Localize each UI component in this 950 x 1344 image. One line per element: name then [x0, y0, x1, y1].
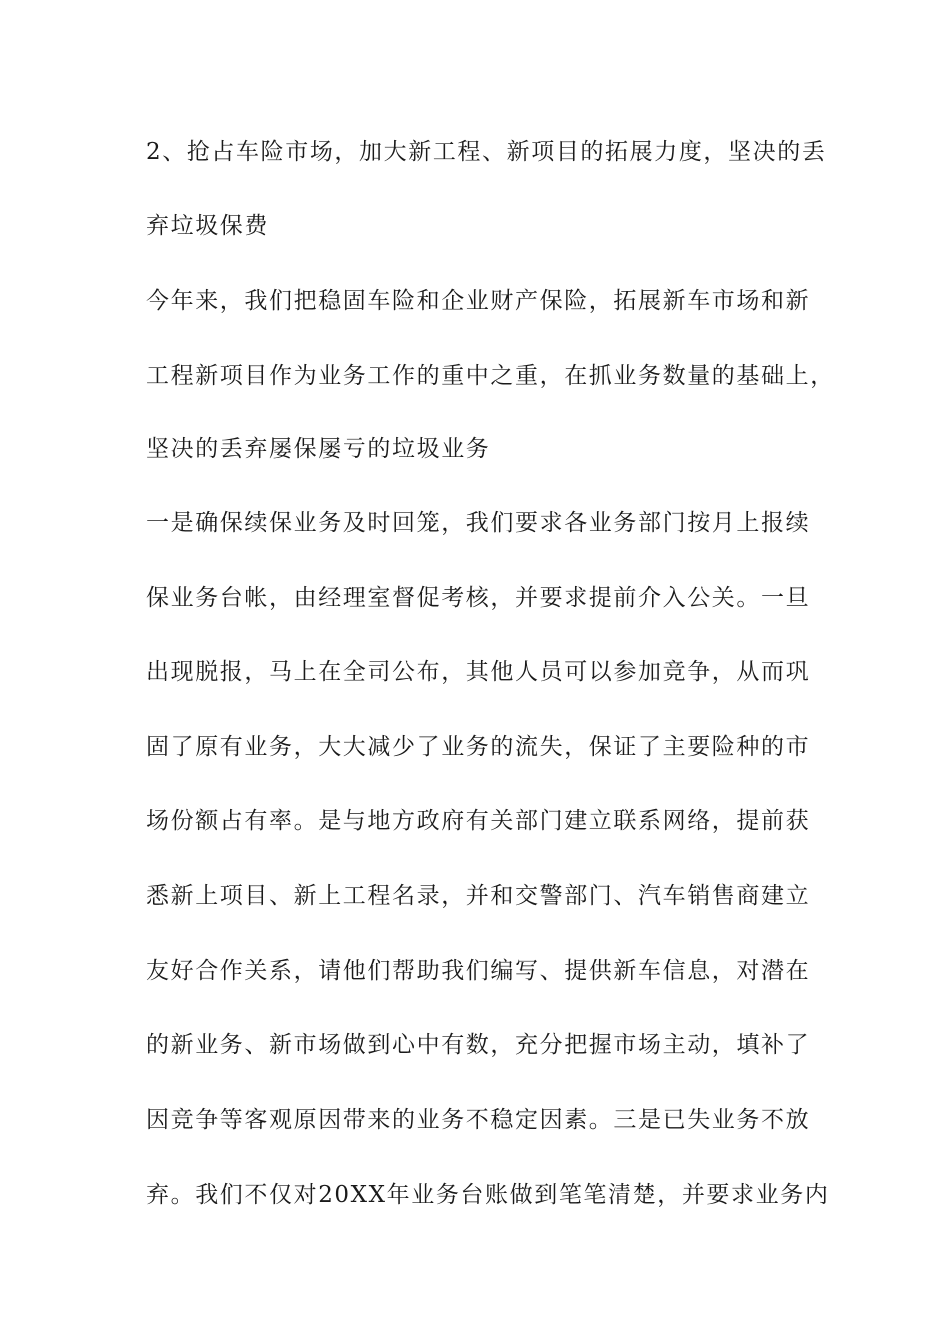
paragraph-line: 保业务台帐，由经理室督促考核，并要求提前介入公关。一旦 — [146, 585, 811, 611]
paragraph-line: 弃。我们不仅对20XX年业务台账做到笔笔清楚，并要求业务内 — [146, 1182, 830, 1208]
paragraph-line: 场份额占有率。是与地方政府有关部门建立联系网络，提前获 — [146, 808, 811, 834]
paragraph-line: 坚决的丢弃屡保屡亏的垃圾业务 — [146, 436, 491, 462]
heading-line-2: 弃垃圾保费 — [146, 213, 269, 239]
paragraph-line: 今年来，我们把稳固车险和企业财产保险，拓展新车市场和新 — [146, 288, 811, 314]
paragraph-line: 的新业务、新市场做到心中有数，充分把握市场主动，填补了 — [146, 1032, 811, 1058]
paragraph-line: 出现脱报，马上在全司公布，其他人员可以参加竞争，从而巩 — [146, 659, 811, 685]
paragraph-line: 一是确保续保业务及时回笼，我们要求各业务部门按月上报续 — [146, 510, 811, 536]
paragraph-line: 因竞争等客观原因带来的业务不稳定因素。三是已失业务不放 — [146, 1107, 811, 1133]
paragraph-line: 友好合作关系，请他们帮助我们编写、提供新车信息，对潜在 — [146, 958, 811, 984]
heading-line-1: 2、抢占车险市场，加大新工程、新项目的拓展力度，坚决的丢 — [146, 139, 827, 165]
paragraph-line: 固了原有业务，大大减少了业务的流失，保证了主要险种的市 — [146, 734, 811, 760]
paragraph-line: 悉新上项目、新上工程名录，并和交警部门、汽车销售商建立 — [146, 883, 811, 909]
paragraph-line: 工程新项目作为业务工作的重中之重，在抓业务数量的基础上， — [146, 363, 835, 389]
